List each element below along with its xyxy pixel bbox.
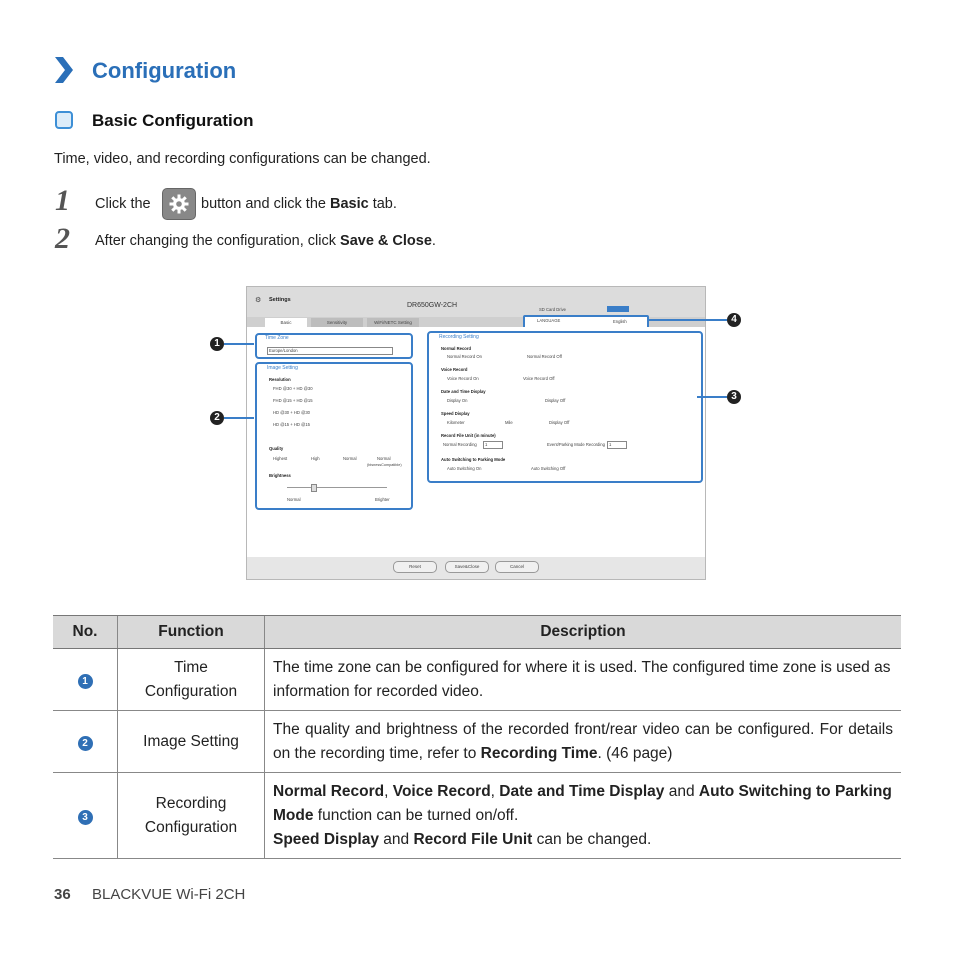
row-number: 1 — [78, 674, 93, 689]
brightness-handle[interactable] — [311, 484, 317, 492]
table-row — [53, 711, 901, 773]
speed-option[interactable]: Mile — [505, 420, 513, 425]
chevron-right-icon — [53, 55, 75, 85]
gear-icon — [162, 188, 196, 220]
reset-button[interactable]: Reset — [393, 561, 437, 573]
voice-record-label: Voice Record — [441, 367, 468, 372]
voice-record-off[interactable]: Voice Record Off — [523, 376, 555, 381]
image-setting-title: Image Setting — [267, 365, 298, 371]
settings-header — [247, 287, 705, 317]
display-off[interactable]: Display Off — [545, 398, 566, 403]
event-recording-select[interactable]: 1 — [607, 441, 627, 449]
resolution-option[interactable]: FHD @15 + HD @15 — [273, 398, 313, 403]
sd-card-label: SD Card Drive — [539, 307, 566, 312]
step-1-text-rest: button and click the Basic tab. — [201, 196, 397, 212]
row-function: Time Configuration — [118, 649, 265, 711]
compat-note: (bisnessCompatible) — [367, 463, 402, 467]
row-function: Image Setting — [118, 711, 265, 773]
table-header-no: No. — [53, 616, 118, 649]
quality-label: Quality — [269, 446, 284, 451]
settings-gear-icon: ⚙ — [255, 297, 262, 304]
speed-option[interactable]: Display Off — [549, 420, 570, 425]
event-recording-label: Event/Parking Mode Recording — [547, 442, 605, 447]
time-zone-title: Time Zone — [265, 335, 289, 341]
function-table — [53, 615, 901, 859]
model-name: DR650GW-2CH — [407, 302, 458, 309]
resolution-option[interactable]: FHD @30 + HD @30 — [273, 386, 313, 391]
quality-option[interactable]: Normal — [377, 456, 391, 461]
brightness-slider[interactable] — [287, 487, 387, 488]
row-function: Recording Configuration — [118, 773, 265, 859]
row-description: The quality and brightness of the recorded front/rear video can be configured. For details on the recording time, refer to Recording Time. (46 page) — [265, 711, 902, 773]
section-title: Configuration — [92, 58, 237, 83]
table-header-function: Function — [118, 616, 265, 649]
time-zone-select[interactable]: Europe/London — [267, 347, 393, 355]
callout-1: 1 — [210, 337, 224, 351]
auto-switch-label: Auto Switching to Parking Mode — [441, 457, 506, 462]
resolution-label: Resolution — [269, 377, 291, 382]
callout-3: 3 — [727, 390, 741, 404]
callout-2: 2 — [210, 411, 224, 425]
settings-title: Settings — [269, 297, 291, 303]
save-close-button[interactable]: Save&Close — [445, 561, 489, 573]
voice-record-on[interactable]: Voice Record On — [447, 376, 479, 381]
square-icon — [55, 111, 73, 129]
brightness-max: Brighter — [375, 497, 390, 502]
subsection-title: Basic Configuration — [92, 111, 254, 130]
quality-option[interactable]: High — [311, 456, 320, 461]
resolution-option[interactable]: HD @15 + HD @15 — [273, 422, 311, 427]
brightness-label: Brightness — [269, 473, 291, 478]
row-description: Normal Record, Voice Record, Date and Time Display and Auto Switching to Parking Mode function can be turned on/off. Speed Display and Record File Unit can be changed. — [265, 773, 902, 859]
resolution-option[interactable]: HD @30 + HD @30 — [273, 410, 311, 415]
normal-record-label: Normal Record — [441, 346, 472, 351]
row-number: 2 — [78, 736, 93, 751]
language-value[interactable]: English — [613, 319, 627, 324]
quality-option[interactable]: Normal — [343, 456, 357, 461]
auto-switch-on[interactable]: Auto Switching On — [447, 466, 482, 471]
step-1-text: Click the — [95, 196, 151, 212]
language-label: LANGUAGE — [537, 318, 561, 323]
row-description: The time zone can be configured for where it is used. The configured time zone is used as information for recorded video. — [265, 649, 902, 711]
brightness-min: Normal — [287, 497, 301, 502]
normal-recording-select[interactable]: 1 — [483, 441, 503, 449]
speed-display-label: Speed Display — [441, 411, 470, 416]
table-header-description: Description — [265, 616, 902, 649]
normal-record-on[interactable]: Normal Record On — [447, 354, 482, 359]
display-on[interactable]: Display On — [447, 398, 468, 403]
cancel-button[interactable]: Cancel — [495, 561, 539, 573]
step-number: 2 — [55, 222, 70, 255]
page-number: 36 — [54, 886, 71, 903]
tab-basic[interactable]: Basic — [265, 318, 307, 327]
row-number: 3 — [78, 810, 93, 825]
tab-sensitivity[interactable]: Sensitivity — [311, 318, 363, 327]
step-number: 1 — [55, 184, 70, 217]
intro-text: Time, video, and recording configurations can be changed. — [54, 151, 431, 167]
callout-4: 4 — [727, 313, 741, 327]
table-row — [53, 649, 901, 711]
auto-switch-off[interactable]: Auto Switching Off — [531, 466, 566, 471]
step-2-text: After changing the configuration, click Save & Close. — [95, 233, 436, 249]
quality-option[interactable]: Highest — [273, 456, 288, 461]
sd-card-select[interactable] — [607, 306, 629, 312]
recording-setting-title: Recording Setting — [439, 334, 479, 340]
normal-recording-label: Normal Recording — [443, 442, 477, 447]
normal-record-off[interactable]: Normal Record Off — [527, 354, 562, 359]
table-row — [53, 773, 901, 859]
settings-screenshot — [246, 286, 706, 580]
speed-option[interactable]: Kilometer — [447, 420, 465, 425]
footer-title: BLACKVUE Wi-Fi 2CH — [92, 886, 246, 903]
date-time-label: Date and Time Display — [441, 389, 486, 394]
tab-wifi[interactable]: WiFi/NETC Setting — [367, 318, 419, 327]
record-unit-label: Record File Unit (in minute) — [441, 433, 496, 438]
